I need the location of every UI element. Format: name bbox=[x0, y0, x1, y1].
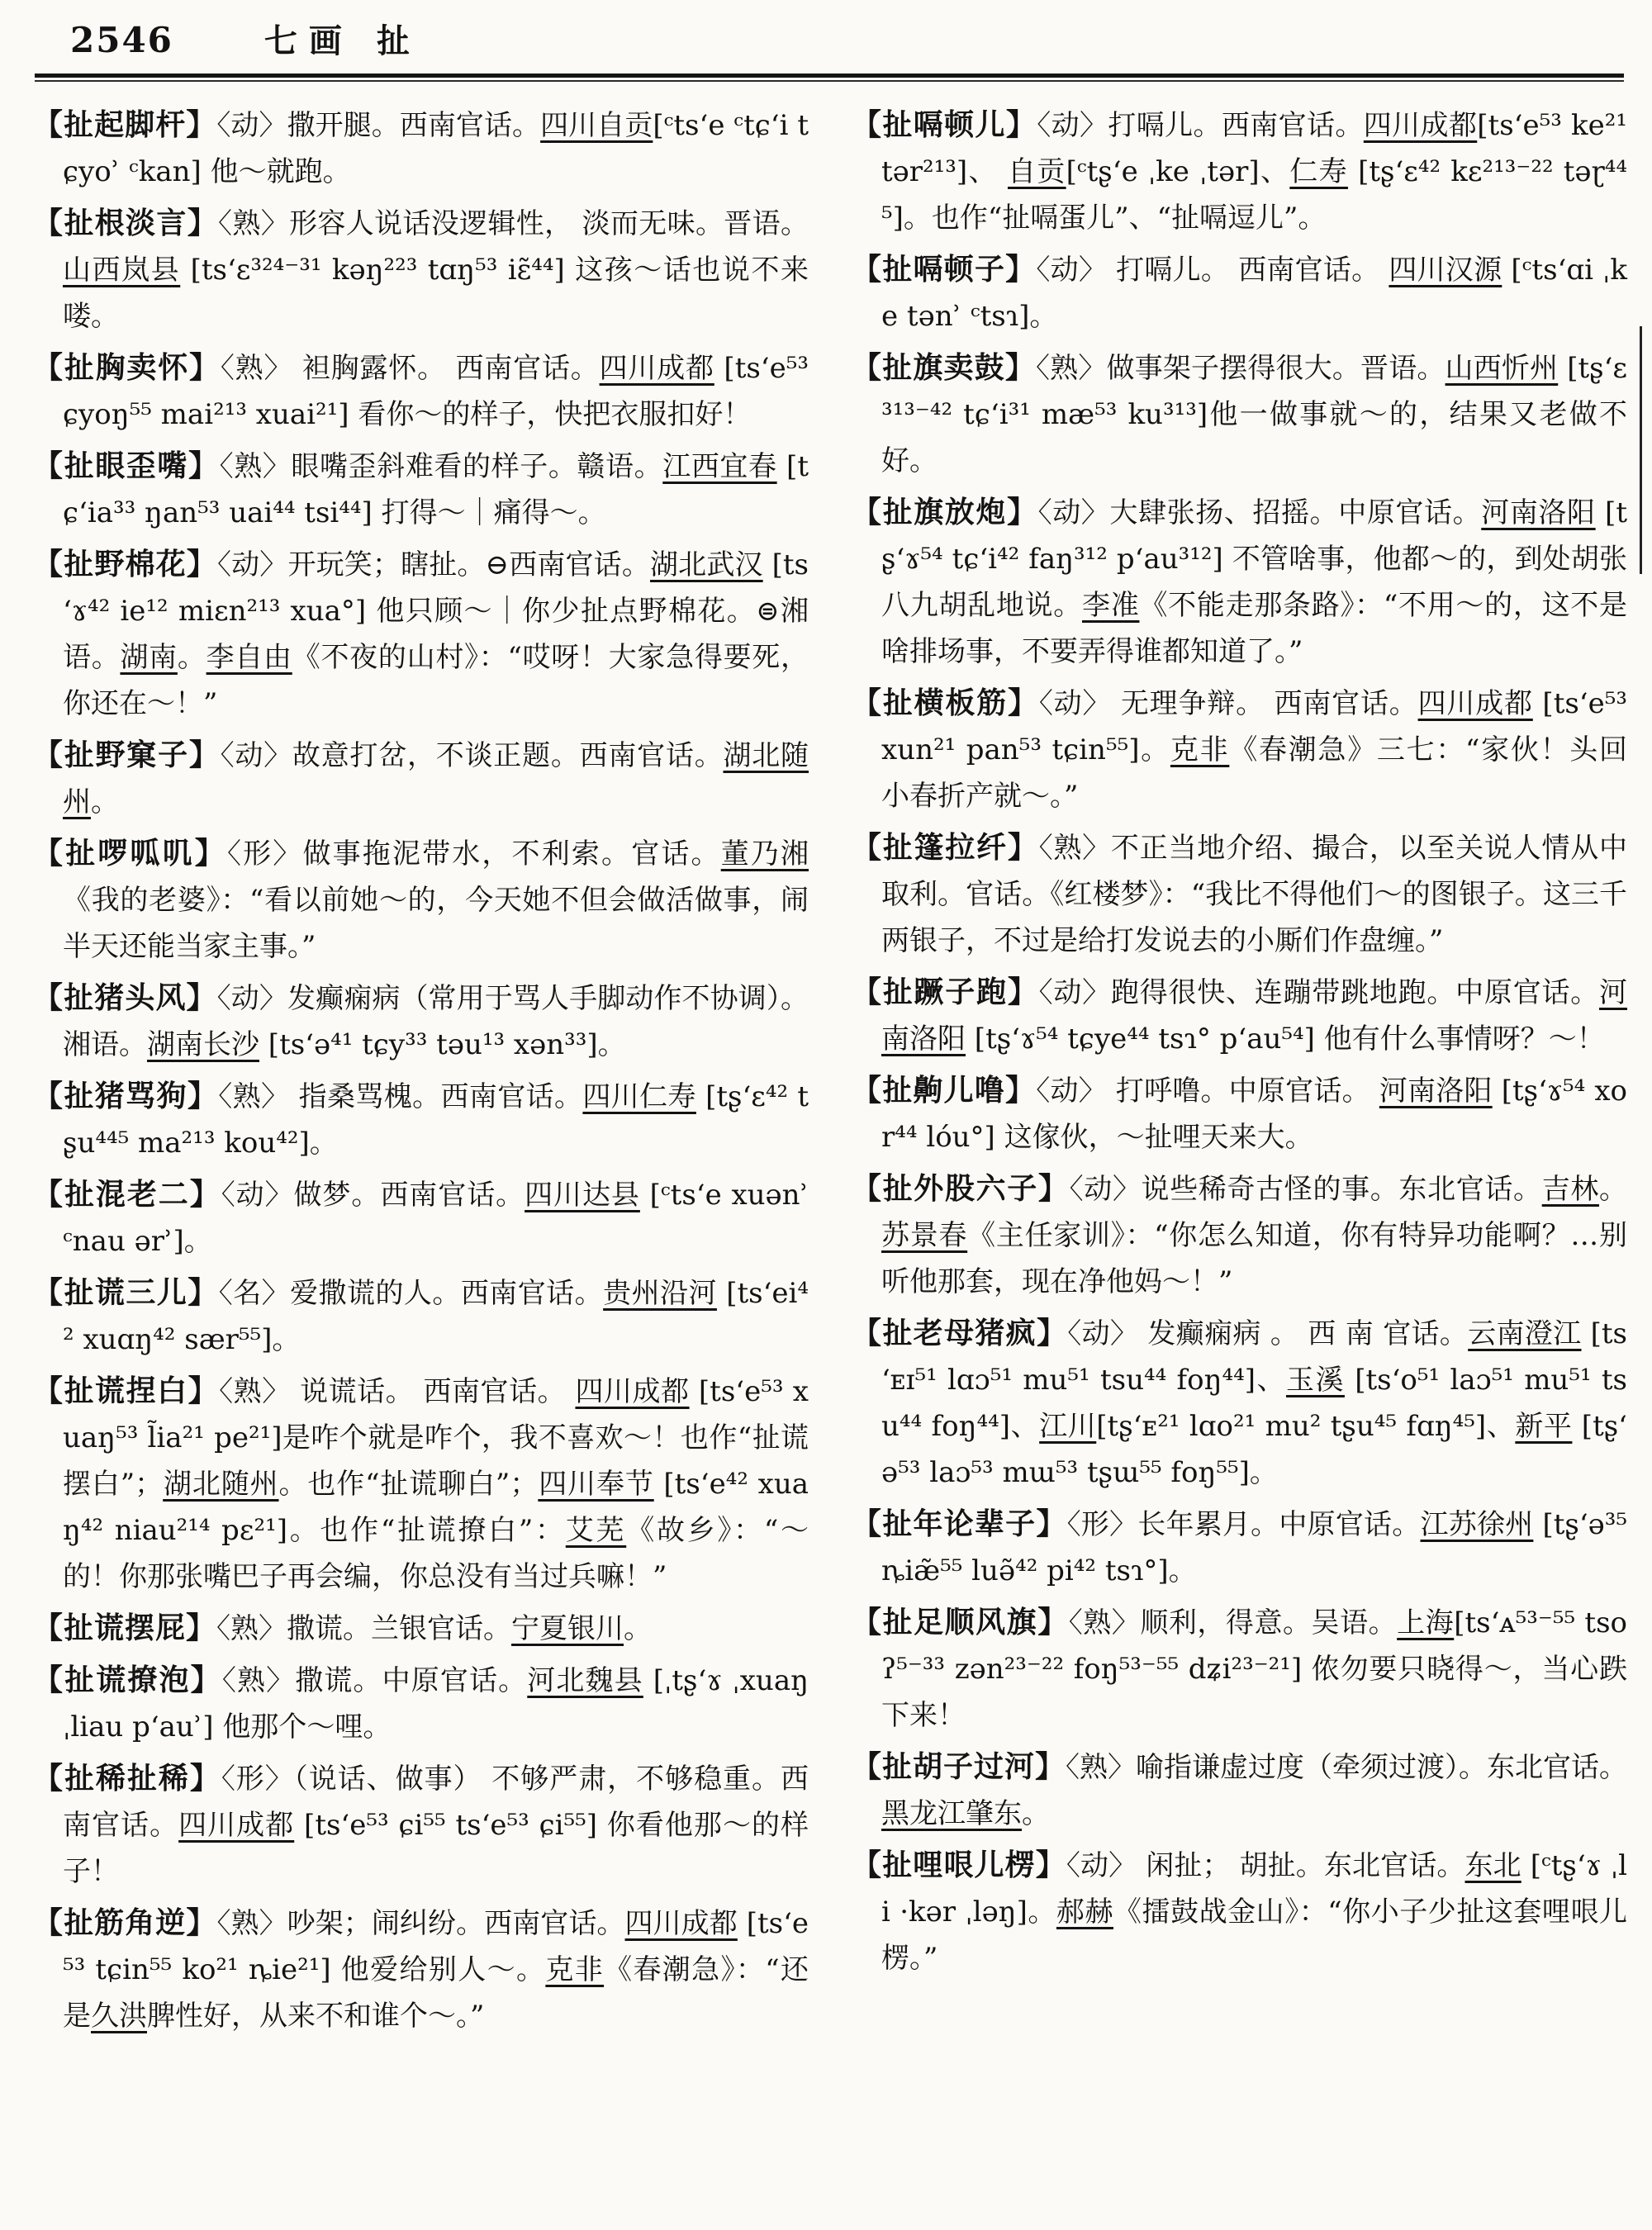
underlined-name: 四川成都 bbox=[599, 352, 714, 385]
underlined-name: 郝赫 bbox=[1056, 1896, 1113, 1929]
dictionary-entry bbox=[33, 1368, 809, 1600]
underlined-name: 李准 bbox=[1082, 589, 1140, 622]
dictionary-entry bbox=[33, 732, 809, 825]
header-rule bbox=[35, 74, 1624, 82]
entry-headword: 【扯眼歪嘴】 bbox=[33, 448, 220, 483]
entry-body: 〈动〉打嗝儿。西南官话。四川成都[tsʻe⁵³ ke²¹ tər²¹³]、 自贡[ᶜtʂʻe ˌke ˌtər]、仁寿 [tʂʻɛ⁴² kɛ²¹³⁻²² təɽ⁴⁴⁵]。也作“扯嗝蛋儿”、“扯嗝逗儿”。 bbox=[881, 109, 1628, 235]
entry-body: 〈动〉故意打岔，不谈正题。西南官话。湖北随州。 bbox=[63, 739, 809, 818]
underlined-name: 河南洛阳 bbox=[1379, 1075, 1493, 1108]
dictionary-entry bbox=[852, 824, 1627, 964]
page-header bbox=[33, 15, 1627, 62]
entry-body: 〈形〉长年累月。中原官话。江苏徐州 [tʂʻə³⁵ ȵiæ̃⁵⁵ luə̃⁴² pi⁴² tsɿ°]。 bbox=[881, 1508, 1628, 1587]
underlined-name: 新平 bbox=[1515, 1410, 1573, 1443]
underlined-name: 宁夏银川 bbox=[511, 1612, 624, 1645]
underlined-name: 艾芜 bbox=[565, 1514, 627, 1547]
column-right bbox=[852, 102, 1627, 2044]
entry-headword: 【扯旗卖鼓】 bbox=[852, 350, 1037, 385]
entry-headword: 【扯筋角逆】 bbox=[33, 1905, 217, 1940]
entry-headword: 【扯谎摆屁】 bbox=[33, 1611, 217, 1645]
entry-body: 〈动〉大肆张扬、招摇。中原官话。河南洛阳 [tʂʻɤ⁵⁴ tɕʻi⁴² faŋ³¹² pʻau³¹²] 不管啥事，他都～的，到处胡张八九胡乱地说。李准《不能走那条路》：“不用～的，这不是啥排场事，不要弄得谁都知道了。” bbox=[881, 496, 1628, 668]
entry-headword: 【扯嗝顿子】 bbox=[852, 252, 1037, 287]
dictionary-entry bbox=[852, 1744, 1627, 1837]
underlined-name: 河南洛阳 bbox=[881, 976, 1627, 1056]
entry-body: 〈动〉开玩笑；瞎扯。⊖西南官话。湖北武汉 [tsʻɤ⁴² ie¹² miɛn²¹³ xua°] 他只顾～｜你少扯点野棉花。⊜湘语。湖南。李自由《不夜的山村》：“哎呀！大家急得要死，你还在～！” bbox=[63, 548, 809, 720]
dictionary-entry bbox=[852, 344, 1627, 484]
underlined-name: 四川自贡 bbox=[540, 109, 653, 142]
dictionary-entry bbox=[852, 246, 1627, 339]
underlined-name: 黑龙江肇东 bbox=[881, 1797, 1022, 1830]
entry-body: 〈动〉 打呼噜。中原官话。 河南洛阳 [tʂʻɤ⁵⁴ xor⁴⁴ lóu°] 这傢伙，～扯哩天来大。 bbox=[881, 1075, 1627, 1154]
underlined-name: 云南澄江 bbox=[1468, 1317, 1582, 1350]
entry-headword: 【扯猪骂狗】 bbox=[33, 1079, 219, 1113]
underlined-name: 仁寿 bbox=[1289, 155, 1348, 188]
entry-body: 〈熟〉做事架子摆得很大。晋语。山西忻州 [tʂʻɛ³¹³⁻⁴² tɕʻi³¹ mæ⁵³ ku³¹³]他一做事就～的，结果又老做不好。 bbox=[881, 352, 1628, 477]
entry-body: 〈熟〉眼嘴歪斜难看的样子。赣语。江西宜春 [tɕʻia³³ ŋan⁵³ uai⁴⁴ tsi⁴⁴] 打得～｜痛得～。 bbox=[63, 450, 809, 529]
dictionary-entry bbox=[33, 344, 809, 438]
entry-body: 〈熟〉撒谎。兰银官话。宁夏银川。 bbox=[216, 1612, 653, 1645]
underlined-name: 贵州沿河 bbox=[603, 1277, 717, 1310]
dictionary-entry bbox=[852, 1165, 1627, 1305]
entry-headword: 【扯年论辈子】 bbox=[852, 1506, 1067, 1541]
entry-headword: 【扯蹶子跑】 bbox=[852, 975, 1039, 1009]
entry-body: 〈熟〉不正当地介绍、撮合，以至关说人情从中取利。官话。《红楼梦》：“我比不得他们～的图银子。这三千两银子，不过是给打发说去的小厮们作盘缠。” bbox=[881, 832, 1627, 957]
dictionary-entry bbox=[852, 1501, 1627, 1594]
entry-headword: 【扯胸卖怀】 bbox=[33, 350, 221, 385]
underlined-name: 李自由 bbox=[206, 641, 292, 674]
underlined-name: 湖北随州 bbox=[63, 739, 809, 818]
underlined-name: 四川成都 bbox=[624, 1907, 738, 1940]
underlined-name: 江川 bbox=[1039, 1410, 1097, 1443]
underlined-name: 四川成都 bbox=[1417, 687, 1533, 720]
underlined-name: 四川达县 bbox=[525, 1179, 640, 1212]
dictionary-entry bbox=[852, 1599, 1627, 1739]
scan-edge-artifact bbox=[1640, 326, 1642, 574]
dictionary-entry bbox=[33, 1657, 809, 1750]
entry-body: 〈动〉 发癫痫病 。 西 南 官话。云南澄江 [tsʻᴇɪ⁵¹ lɑɔ⁵¹ mu⁵¹ tsu⁴⁴ foŋ⁴⁴]、玉溪 [tsʻo⁵¹ laɔ⁵¹ mu⁵¹ tsu⁴⁴ foŋ⁴⁴]、江川[tʂʻᴇ²¹ lɑo²¹ mu² tʂu⁴⁵ fɑŋ⁴⁵]、新平 [tʂʻə⁵³ laɔ⁵³ mɯ⁵³ tʂɯ⁵⁵ foŋ⁵⁵]。 bbox=[881, 1317, 1627, 1489]
underlined-name: 久洪 bbox=[91, 2000, 147, 2033]
dictionary-entry bbox=[852, 102, 1627, 241]
underlined-name: 山西忻州 bbox=[1445, 352, 1559, 385]
dictionary-entry bbox=[33, 541, 809, 727]
section-title: 七画 bbox=[263, 21, 354, 60]
dictionary-entry bbox=[852, 1842, 1627, 1981]
dictionary-entry bbox=[33, 102, 809, 195]
column-left bbox=[33, 102, 809, 2044]
underlined-name: 湖北随州 bbox=[163, 1468, 279, 1501]
entry-body: 〈动〉做梦。西南官话。四川达县 [ᶜtsʻe xuənʾ ᶜnau ərʾ]。 bbox=[63, 1179, 809, 1258]
dictionary-entry bbox=[33, 443, 809, 536]
underlined-name: 四川仁寿 bbox=[582, 1080, 696, 1113]
entry-headword: 【扯齁儿噜】 bbox=[852, 1073, 1037, 1108]
entry-body: 〈熟〉吵架；闹纠纷。西南官话。四川成都 [tsʻe⁵³ tɕin⁵⁵ ko²¹ ȵie²¹] 他爱给别人～。克非《春潮急》：“还是久洪脾性好，从来不和谁个～。” bbox=[63, 1907, 809, 2033]
underlined-name: 自贡 bbox=[1007, 155, 1066, 188]
underlined-name: 董乃湘 bbox=[720, 837, 809, 871]
dictionary-entry bbox=[33, 830, 809, 970]
underlined-name: 四川奉节 bbox=[538, 1468, 654, 1501]
dictionary-entry bbox=[33, 1269, 809, 1363]
dictionary-entry bbox=[33, 1755, 809, 1895]
underlined-name: 河北魏县 bbox=[527, 1664, 643, 1697]
underlined-name: 四川成都 bbox=[178, 1809, 295, 1842]
entry-headword: 【扯起脚杆】 bbox=[33, 107, 217, 142]
underlined-name: 河南洛阳 bbox=[1481, 496, 1596, 529]
dictionary-columns bbox=[33, 102, 1627, 2044]
dictionary-entry bbox=[852, 969, 1627, 1062]
entry-headword: 【扯谎三儿】 bbox=[33, 1275, 219, 1310]
underlined-name: 上海 bbox=[1397, 1606, 1455, 1639]
dictionary-entry bbox=[33, 1900, 809, 2039]
underlined-name: 东北 bbox=[1464, 1849, 1521, 1882]
entry-headword: 【扯足顺风旗】 bbox=[852, 1605, 1069, 1639]
underlined-name: 玉溪 bbox=[1285, 1364, 1345, 1397]
entry-headword: 【扯横板筋】 bbox=[852, 686, 1039, 720]
dictionary-entry bbox=[852, 1310, 1627, 1496]
entry-headword: 【扯旗放炮】 bbox=[852, 495, 1038, 529]
entry-headword: 【扯野棉花】 bbox=[33, 547, 217, 581]
entry-body: 〈动〉 无理争辩。 西南官话。四川成都 [tsʻe⁵³ xun²¹ pan⁵³ tɕin⁵⁵]。克非《春潮急》三七：“家伙！头回小春折产就～。” bbox=[881, 687, 1628, 813]
entry-headword: 【扯谎捏白】 bbox=[33, 1374, 220, 1408]
entry-body: 〈动〉跑得很快、连蹦带跳地跑。中原官话。河南洛阳 [tʂʻɤ⁵⁴ tɕye⁴⁴ tsɿ° pʻau⁵⁴] 他有什么事情呀？～！ bbox=[881, 976, 1627, 1056]
entry-body: 〈熟〉形容人说话没逻辑性， 淡而无味。晋语。山西岚县 [tsʻɛ³²⁴⁻³¹ kəŋ²²³ tɑŋ⁵³ iɛ̃⁴⁴] 这孩～话也说不来喽。 bbox=[63, 207, 809, 333]
entry-body: 〈形〉（说话、做事） 不够严肃，不够稳重。西南官话。四川成都 [tsʻe⁵³ ɕi⁵⁵ tsʻe⁵³ ɕi⁵⁵] 你看他那～的样子！ bbox=[63, 1763, 809, 1888]
entry-headword: 【扯稀扯稀】 bbox=[33, 1761, 221, 1796]
entry-headword: 【扯谎撩泡】 bbox=[33, 1663, 222, 1697]
underlined-name: 克非 bbox=[545, 1953, 605, 1986]
entry-body: 〈熟〉 袒胸露怀。 西南官话。四川成都 [tsʻe⁵³ ɕyoŋ⁵⁵ mai²¹³ xuai²¹] 看你～的样子，快把衣服扣好！ bbox=[63, 352, 809, 431]
entry-body: 〈名〉爱撒谎的人。西南官话。贵州沿河 [tsʻei⁴² xuɑŋ⁴² sær⁵⁵]。 bbox=[63, 1277, 809, 1356]
underlined-name: 湖南 bbox=[120, 641, 178, 674]
dictionary-entry bbox=[33, 975, 809, 1068]
underlined-name: 苏景春 bbox=[881, 1219, 968, 1252]
underlined-name: 湖南长沙 bbox=[147, 1028, 259, 1061]
underlined-name: 四川汉源 bbox=[1389, 254, 1502, 287]
entry-headword: 【扯老母猪疯】 bbox=[852, 1316, 1068, 1350]
entry-body: 〈熟〉喻指谦虚过度（牵须过渡）。东北官话。黑龙江肇东。 bbox=[881, 1751, 1628, 1830]
entry-body: 〈动〉说些稀奇古怪的事。东北官话。吉林。苏景春《主任家训》：“你怎么知道，你有特异功能啊？…别听他那套，现在净他妈～！” bbox=[881, 1173, 1627, 1298]
entry-headword: 【扯哩哏儿楞】 bbox=[852, 1848, 1066, 1882]
entry-headword: 【扯胡子过河】 bbox=[852, 1749, 1066, 1784]
entry-body: 〈形〉做事拖泥带水，不利索。官话。董乃湘《我的老婆》：“看以前她～的，今天她不但会做活做事，闹半天还能当家主事。” bbox=[63, 837, 809, 963]
entry-headword: 【扯嗝顿儿】 bbox=[852, 107, 1037, 142]
dictionary-entry bbox=[852, 680, 1627, 819]
entry-body: 〈熟〉 指桑骂槐。西南官话。四川仁寿 [tʂʻɛ⁴² tʂu⁴⁴⁵ ma²¹³ kou⁴²]。 bbox=[63, 1080, 809, 1160]
entry-headword: 【扯根淡言】 bbox=[33, 206, 219, 240]
underlined-name: 吉林 bbox=[1541, 1173, 1599, 1206]
entry-headword: 【扯啰呱叽】 bbox=[33, 836, 227, 871]
entry-headword: 【扯外股六子】 bbox=[852, 1171, 1070, 1206]
dictionary-entry bbox=[852, 1067, 1627, 1160]
entry-headword: 【扯混老二】 bbox=[33, 1177, 221, 1212]
underlined-name: 四川成都 bbox=[1363, 109, 1478, 142]
dictionary-entry bbox=[852, 489, 1627, 675]
underlined-name: 江西宜春 bbox=[662, 450, 777, 483]
dictionary-entry bbox=[33, 200, 809, 339]
underlined-name: 江苏徐州 bbox=[1420, 1508, 1534, 1541]
dictionary-entry bbox=[33, 1171, 809, 1264]
entry-body: 〈熟〉撒谎。中原官话。河北魏县 [ˌtʂʻɤ ˌxuaŋ ˌliau pʻauʾ] 他那个～哩。 bbox=[63, 1664, 809, 1744]
dictionary-entry bbox=[33, 1073, 809, 1166]
entry-body: 〈动〉发癫痫病（常用于骂人手脚动作不协调）。湘语。湖南长沙 [tsʻə⁴¹ tɕy³³ təu¹³ xən³³]。 bbox=[63, 982, 809, 1061]
entry-body: 〈动〉 打嗝儿。 西南官话。 四川汉源 [ᶜtsʻɑi ˌke tənʾ ᶜtsɿ]。 bbox=[881, 254, 1627, 333]
dictionary-entry bbox=[33, 1605, 809, 1652]
page-number: 2546 bbox=[70, 20, 173, 60]
underlined-name: 山西岚县 bbox=[63, 254, 181, 287]
section-headword: 扯 bbox=[376, 21, 410, 60]
entry-body: 〈动〉撒开腿。西南官话。四川自贡[ᶜtsʻe ᶜtɕʻi tɕyoʾ ᶜkan] 他～就跑。 bbox=[63, 109, 809, 188]
underlined-name: 湖北武汉 bbox=[650, 548, 763, 581]
entry-body: 〈熟〉顺利，得意。吴语。上海[tsʻᴀ⁵³⁻⁵⁵ tsoʔ⁵⁻³³ zən²³⁻²² foŋ⁵³⁻⁵⁵ dʑi²³⁻²¹] 侬勿要只晓得～，当心跌下来！ bbox=[881, 1606, 1627, 1732]
entry-headword: 【扯野窠子】 bbox=[33, 738, 221, 772]
entry-headword: 【扯猪头风】 bbox=[33, 980, 217, 1015]
underlined-name: 四川成都 bbox=[575, 1375, 690, 1408]
entry-headword: 【扯篷拉纤】 bbox=[852, 830, 1039, 865]
underlined-name: 克非 bbox=[1170, 733, 1230, 766]
entry-body: 〈动〉 闲扯； 胡扯。东北官话。东北 [ᶜtʂʻɤ ˌli ·kər ˌləŋ]。郝赫《擂鼓战金山》：“你小子少扯这套哩哏儿楞。” bbox=[881, 1849, 1628, 1975]
entry-body: 〈熟〉 说谎话。 西南官话。 四川成都 [tsʻe⁵³ xuaŋ⁵³ l̃ia²¹ pe²¹]是咋个就是咋个，我不喜欢～！也作“扯谎摆白”；湖北随州。也作“扯谎聊白”；四川奉节 [tsʻe⁴² xuaŋ⁴² niau²¹⁴ pɛ²¹]。也作“扯谎撩白”：艾芜《故乡》：“～的！你那张嘴巴子再会编，你总没有当过兵嘛！” bbox=[63, 1375, 809, 1593]
